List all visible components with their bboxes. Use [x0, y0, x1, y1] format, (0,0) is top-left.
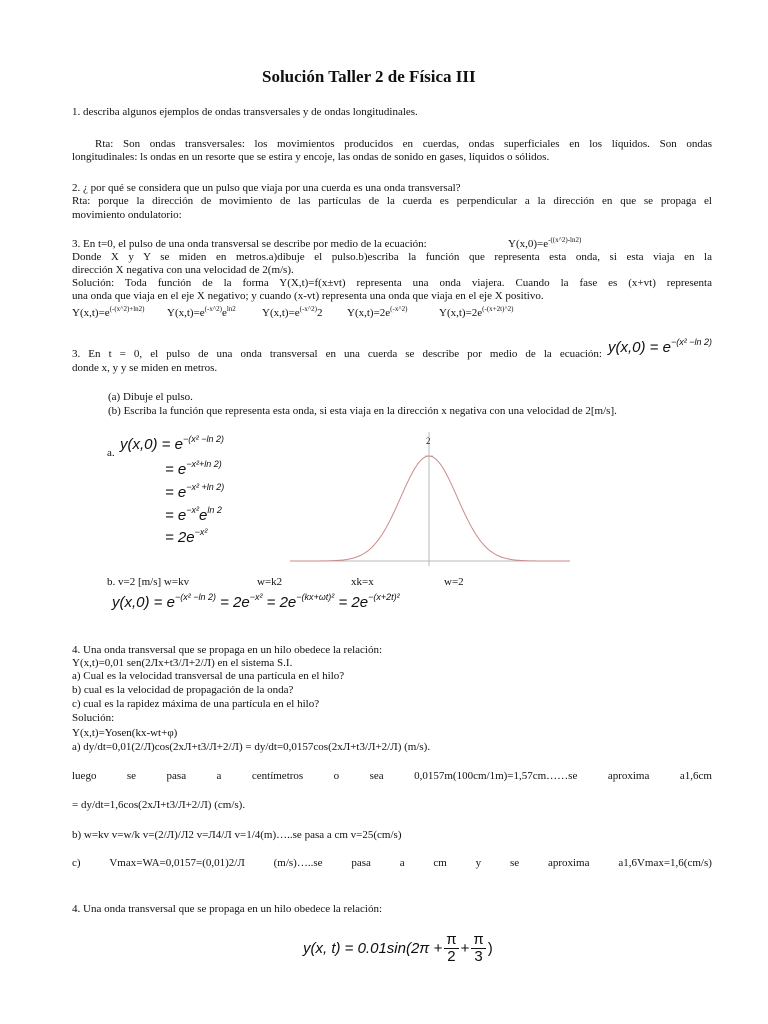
- q3a-equation: $Y(x,0)=e^{-((x\^{}2)-ln2)}$: [508, 236, 582, 250]
- pulse-chart: [290, 428, 570, 568]
- q4b-equation: y(x, t) = 0.01sin(2π + $\frac{\pi}{2}$ + $\frac{\pi}{3}$ ): [303, 931, 493, 965]
- q3a-result-4: $Y(x,t)=2e^{(-x\^{}2)}$: [347, 305, 408, 319]
- part-b-line-1: b. v=2 [m/s] w=kv: [107, 576, 190, 588]
- q3a-line1: 3. En t=0, el pulso de una onda transversal se describe por medio de la ecuación:: [72, 238, 427, 250]
- q3b-line1: 3. En t = 0, el pulso de una onda transversal en una cuerda se describe por medio de la ecuación:: [72, 348, 602, 360]
- part-a-label: a.: [107, 447, 115, 459]
- q2-question: 2. ¿ por qué se considera que un pulso que viaja por una cuerda es una onda transversal?: [72, 182, 461, 194]
- part-b-line-4: w=2: [444, 576, 464, 588]
- fraction-pi-over-2: $\frac{\pi}{2}$: [446, 931, 457, 965]
- q3a-result-2: $Y(x,t)=e^{(-x\^{}2)}e^{ln2}$: [167, 305, 236, 319]
- q3a-line3: dirección X negativa con una velocidad de 2(m/s).: [72, 264, 294, 276]
- q4a-line7: Y(x,t)=Yosen(kx-wt+φ): [72, 727, 178, 739]
- q3b-item-b: (b) Escriba la función que representa esta onda, si esta viaja en la dirección x negativa con una velocidad de 2[m/s].: [108, 405, 617, 417]
- step-3: = $e^{-x^2 +ln 2)}$: [165, 482, 225, 501]
- q3a-result-1: $Y(x,t)=e^{(-(x\^{}2)+ln2)}$: [72, 305, 145, 319]
- step-5: = $2e^{-x^2}$: [165, 527, 208, 546]
- q3b-item-a: (a) Dibuje el pulso.: [108, 391, 193, 403]
- q4a-line8: a) dy/dt=0,01(2/Л)cos(2xЛ+t3/Л+2/Л) = dy/dt=0,0157cos(2xЛ+t3/Л+2/Л) (m/s).: [72, 741, 431, 753]
- step-1: $y(x,0) = e^{-(x^2 -ln 2)}$: [120, 434, 224, 453]
- q3a-result-3: $Y(x,t)=e^{(-x\^{}2)}2$: [262, 305, 323, 319]
- q3a-line5: una onda que viaja en el eje X negativo; y cuando (x-vt) representa una onda que viaja en el eje X positivo.: [72, 290, 544, 302]
- q4a-line1: 4. Una onda transversal que se propaga en un hilo obedece la relación:: [72, 644, 383, 656]
- q4a-line2: Y(x,t)=0,01 sen(2Лx+t3/Л+2/Л) en el sistema S.I.: [72, 657, 293, 669]
- page-title: Solución Taller 2 de Física III: [262, 67, 476, 86]
- part-b-line-3: xk=x: [351, 576, 374, 588]
- q3a-result-5: $Y(x,t)=2e^{(-(x+2t)\^{}2)}$: [439, 305, 514, 319]
- q4a-line5: c) cual es la rapidez máxima de una partícula en el hilo?: [72, 698, 320, 710]
- q3b-equation: $y(x,0) = e^{-(x^2 -ln 2)}$: [608, 337, 712, 356]
- y-tick-label: 2: [426, 436, 431, 446]
- q3b-line2: donde x, y y se miden en metros.: [72, 362, 218, 374]
- q2-answer-line2: movimiento ondulatorio:: [72, 209, 182, 221]
- part-b-equation: $y(x,0) = e^{-(x^2 -ln 2)} = 2e^{-x^2} = 2e^{-(kx+\omega t)^2} = 2e^{-(x+2t)^2}$: [112, 592, 400, 611]
- q4a-line11: b) w=kv v=w/k v=(2/Л)/Л2 v=Л4/Л v=1/4(m)…..se pasa a cm v=25(cm/s): [72, 829, 402, 841]
- step-2: = $e^{-x^2+ln 2)}$: [165, 459, 222, 478]
- q4a-line12: c) Vmax=WA=0,0157=(0,01)2/Л (m/s)…..se pasa a cm y se aproxima a1,6Vmax=1,6(cm/s): [72, 857, 712, 869]
- q4a-line3: a) Cual es la velocidad transversal de una partícula en el hilo?: [72, 670, 345, 682]
- fraction-pi-over-3: $\frac{\pi}{3}$: [473, 931, 484, 965]
- q4a-line10: = dy/dt=1,6cos(2xЛ+t3/Л+2/Л) (cm/s).: [72, 799, 246, 811]
- q3a-line4: Solución: Toda función de la forma Y(X,t)=f(x±vt) representa una onda viajera. Cuando la fase es (x+vt) representa: [72, 277, 712, 289]
- step-4: = $e^{-x^2}e^{ln 2}$: [165, 505, 222, 524]
- q4b-line1: 4. Una onda transversal que se propaga en un hilo obedece la relación:: [72, 903, 383, 915]
- q1-answer-line2: longitudinales: ls ondas en un resorte que se estira y encoje, las ondas de sonido en gases, líquidos o sólidos.: [72, 151, 550, 163]
- q4a-line9: luego se pasa a centímetros o sea 0,0157m(100cm/1m)=1,57cm……se aproxima a1,6cm: [72, 770, 712, 782]
- q2-answer-line1: Rta: porque la dirección de movimiento de las partículas de la cuerda es perpendicular a la dirección en que se propaga el: [72, 195, 712, 207]
- q4a-line6: Solución:: [72, 712, 115, 724]
- part-b-line-2: w=k2: [257, 576, 283, 588]
- q1-question: 1. describa algunos ejemplos de ondas transversales y de ondas longitudinales.: [72, 106, 418, 118]
- pulse-curve: [290, 456, 570, 561]
- q1-answer-line1: Rta: Son ondas transversales: los movimientos producidos en cuerdas, ondas superficiales en los líquidos. Son ondas: [95, 138, 712, 150]
- q4a-line4: b) cual es la velocidad de propagación de la onda?: [72, 684, 294, 696]
- q3a-line2: Donde X y Y se miden en metros.a)dibuje el pulso.b)escriba la función que representa esta onda, si esta viaja en la: [72, 251, 712, 263]
